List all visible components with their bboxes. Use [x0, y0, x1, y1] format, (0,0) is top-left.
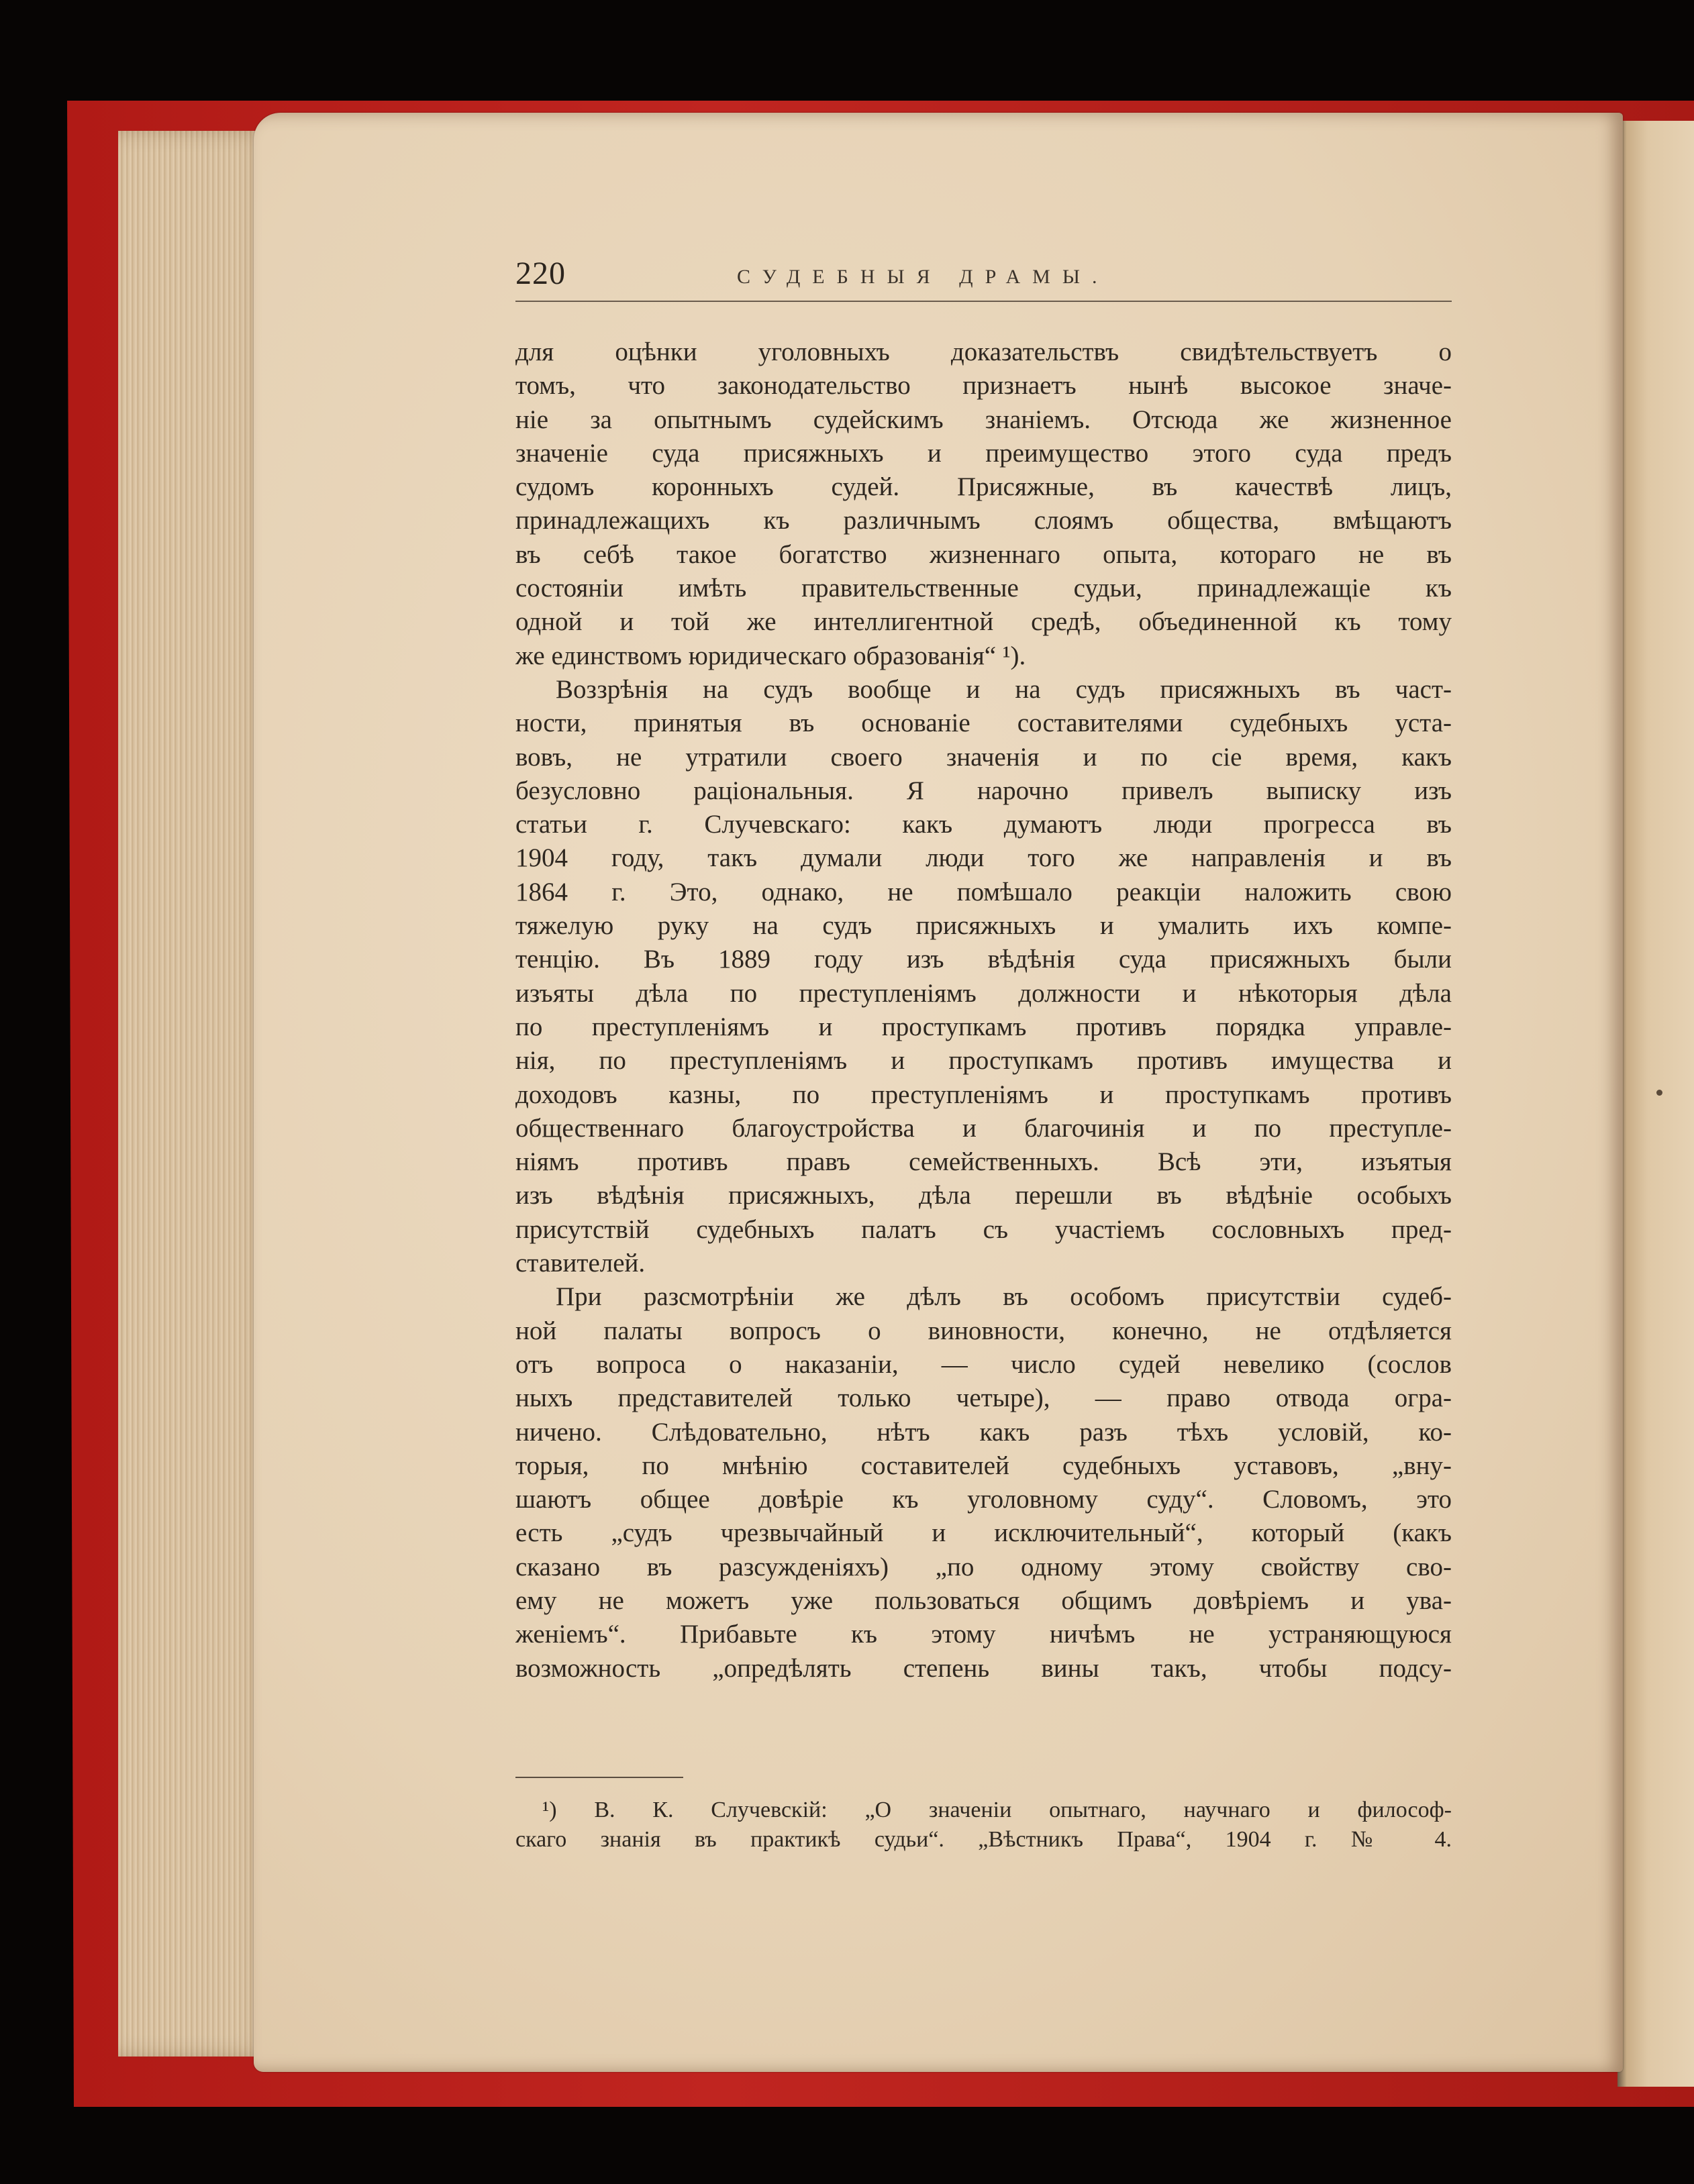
text-line: же единствомъ юридическаго образованія“ ¹).	[515, 641, 1026, 670]
running-head	[515, 255, 1452, 302]
text-line: женіемъ“. Прибавьте къ этому ничѣмъ не устраняющуюся	[515, 1620, 1452, 1649]
text-line: тяжелую руку на судъ присяжныхъ и умалить ихъ компе-	[515, 911, 1452, 941]
text-line: ной палаты вопросъ о виновности, конечно, не отдѣляется	[515, 1316, 1452, 1345]
header-rule	[515, 301, 1452, 302]
text-line: ности, принятыя въ основаніе составителями судебныхъ уста-	[515, 709, 1452, 738]
text-line: судомъ коронныхъ судей. Присяжные, въ качествѣ лицъ,	[515, 472, 1452, 502]
footnote-line: скаго знанія въ практикѣ судьи“. „Вѣстникъ Права“, 1904 г. № 4.	[515, 1827, 1452, 1852]
text-line: есть „судъ чрезвычайный и исключительный“, который (какъ	[515, 1518, 1452, 1548]
text-line: 1864 г. Это, однако, не помѣшало реакціи наложить свою	[515, 877, 1452, 906]
text-line: безусловно раціональныя. Я нарочно привелъ выписку изъ	[515, 776, 1452, 805]
text-line: возможность „опредѣлять степень вины такъ, чтобы подсу-	[515, 1653, 1452, 1683]
text-line: ныхъ представителей только четыре), — право отвода огра-	[515, 1384, 1452, 1413]
text-line: шаютъ общее довѣріе къ уголовному суду“. Словомъ, это	[515, 1485, 1452, 1514]
page-number: 220	[515, 256, 566, 291]
text-line: для оцѣнки уголовныхъ доказательствъ свидѣтельствуетъ о	[515, 337, 1452, 366]
text-line: изъ вѣдѣнія присяжныхъ, дѣла перешли въ вѣдѣніе особыхъ	[515, 1181, 1452, 1210]
text-line: ніе за опытнымъ судейскимъ знаніемъ. Отсюда же жизненное	[515, 405, 1452, 434]
text-line: въ себѣ такое богатство жизненнаго опыта, котораго не въ	[515, 539, 1452, 569]
text-line: отъ вопроса о наказаніи, — число судей невелико (сослов	[515, 1349, 1452, 1379]
facing-page-edge	[1617, 121, 1694, 2087]
text-line: по преступленіямъ и проступкамъ противъ порядка управле-	[515, 1012, 1452, 1041]
footnote-rule	[515, 1777, 683, 1778]
text-line: значеніе суда присяжныхъ и преимущество этого суда предъ	[515, 438, 1452, 468]
paragraph-start-line: При разсмотрѣніи же дѣлъ въ особомъ присутствіи судеб-	[556, 1282, 1452, 1312]
text-line: нія, по преступленіямъ и проступкамъ противъ имущества и	[515, 1046, 1452, 1076]
text-line: томъ, что законодательство признаетъ нынѣ высокое значе-	[515, 371, 1452, 401]
text-line: ему не можетъ уже пользоваться общимъ довѣріемъ и ува-	[515, 1585, 1452, 1615]
paper-speck	[1656, 1090, 1662, 1096]
text-line: ніямъ противъ правъ семейственныхъ. Всѣ эти, изъятыя	[515, 1147, 1452, 1177]
text-line: принадлежащихъ къ различнымъ слоямъ общества, вмѣщаютъ	[515, 506, 1452, 535]
text-line: ставителей.	[515, 1249, 646, 1278]
running-title: СУДЕБНЫЯ ДРАМЫ.	[737, 266, 1109, 288]
text-line: изъяты дѣла по преступленіямъ должности и нѣкоторыя дѣла	[515, 978, 1452, 1008]
text-line: состояніи имѣть правительственные судьи, принадлежащіе къ	[515, 574, 1452, 603]
text-line: тенцію. Въ 1889 году изъ вѣдѣнія суда присяжныхъ были	[515, 945, 1452, 974]
text-line: статьи г. Случевскаго: какъ думаютъ люди прогресса въ	[515, 810, 1452, 839]
text-line: доходовъ казны, по преступленіямъ и проступкамъ противъ	[515, 1080, 1452, 1109]
text-line: вовъ, не утратили своего значенія и по сіе время, какъ	[515, 742, 1452, 772]
text-line: общественнаго благоустройства и благочинія и по преступле-	[515, 1113, 1452, 1143]
text-line: 1904 году, такъ думали люди того же направленія и въ	[515, 843, 1452, 873]
text-line: торыя, по мнѣнію составителей судебныхъ уставовъ, „вну-	[515, 1451, 1452, 1480]
footnote	[515, 1796, 1452, 1855]
paragraph-start-line: Воззрѣнія на судъ вообще и на судъ присяжныхъ въ част-	[556, 674, 1452, 704]
text-line: одной и той же интеллигентной средѣ, объединенной къ тому	[515, 607, 1452, 637]
body-text	[515, 335, 1452, 1685]
text-line: присутствій судебныхъ палатъ съ участіемъ сословныхъ пред-	[515, 1214, 1452, 1244]
text-line: ничено. Слѣдовательно, нѣтъ какъ разъ тѣхъ условій, ко-	[515, 1417, 1452, 1447]
text-line: сказано въ разсужденіяхъ) „по одному этому свойству сво-	[515, 1552, 1452, 1581]
page-edges	[118, 131, 272, 2057]
footnote-line: ¹) В. К. Случевскій: „О значеніи опытнаго, научнаго и философ-	[542, 1798, 1452, 1822]
